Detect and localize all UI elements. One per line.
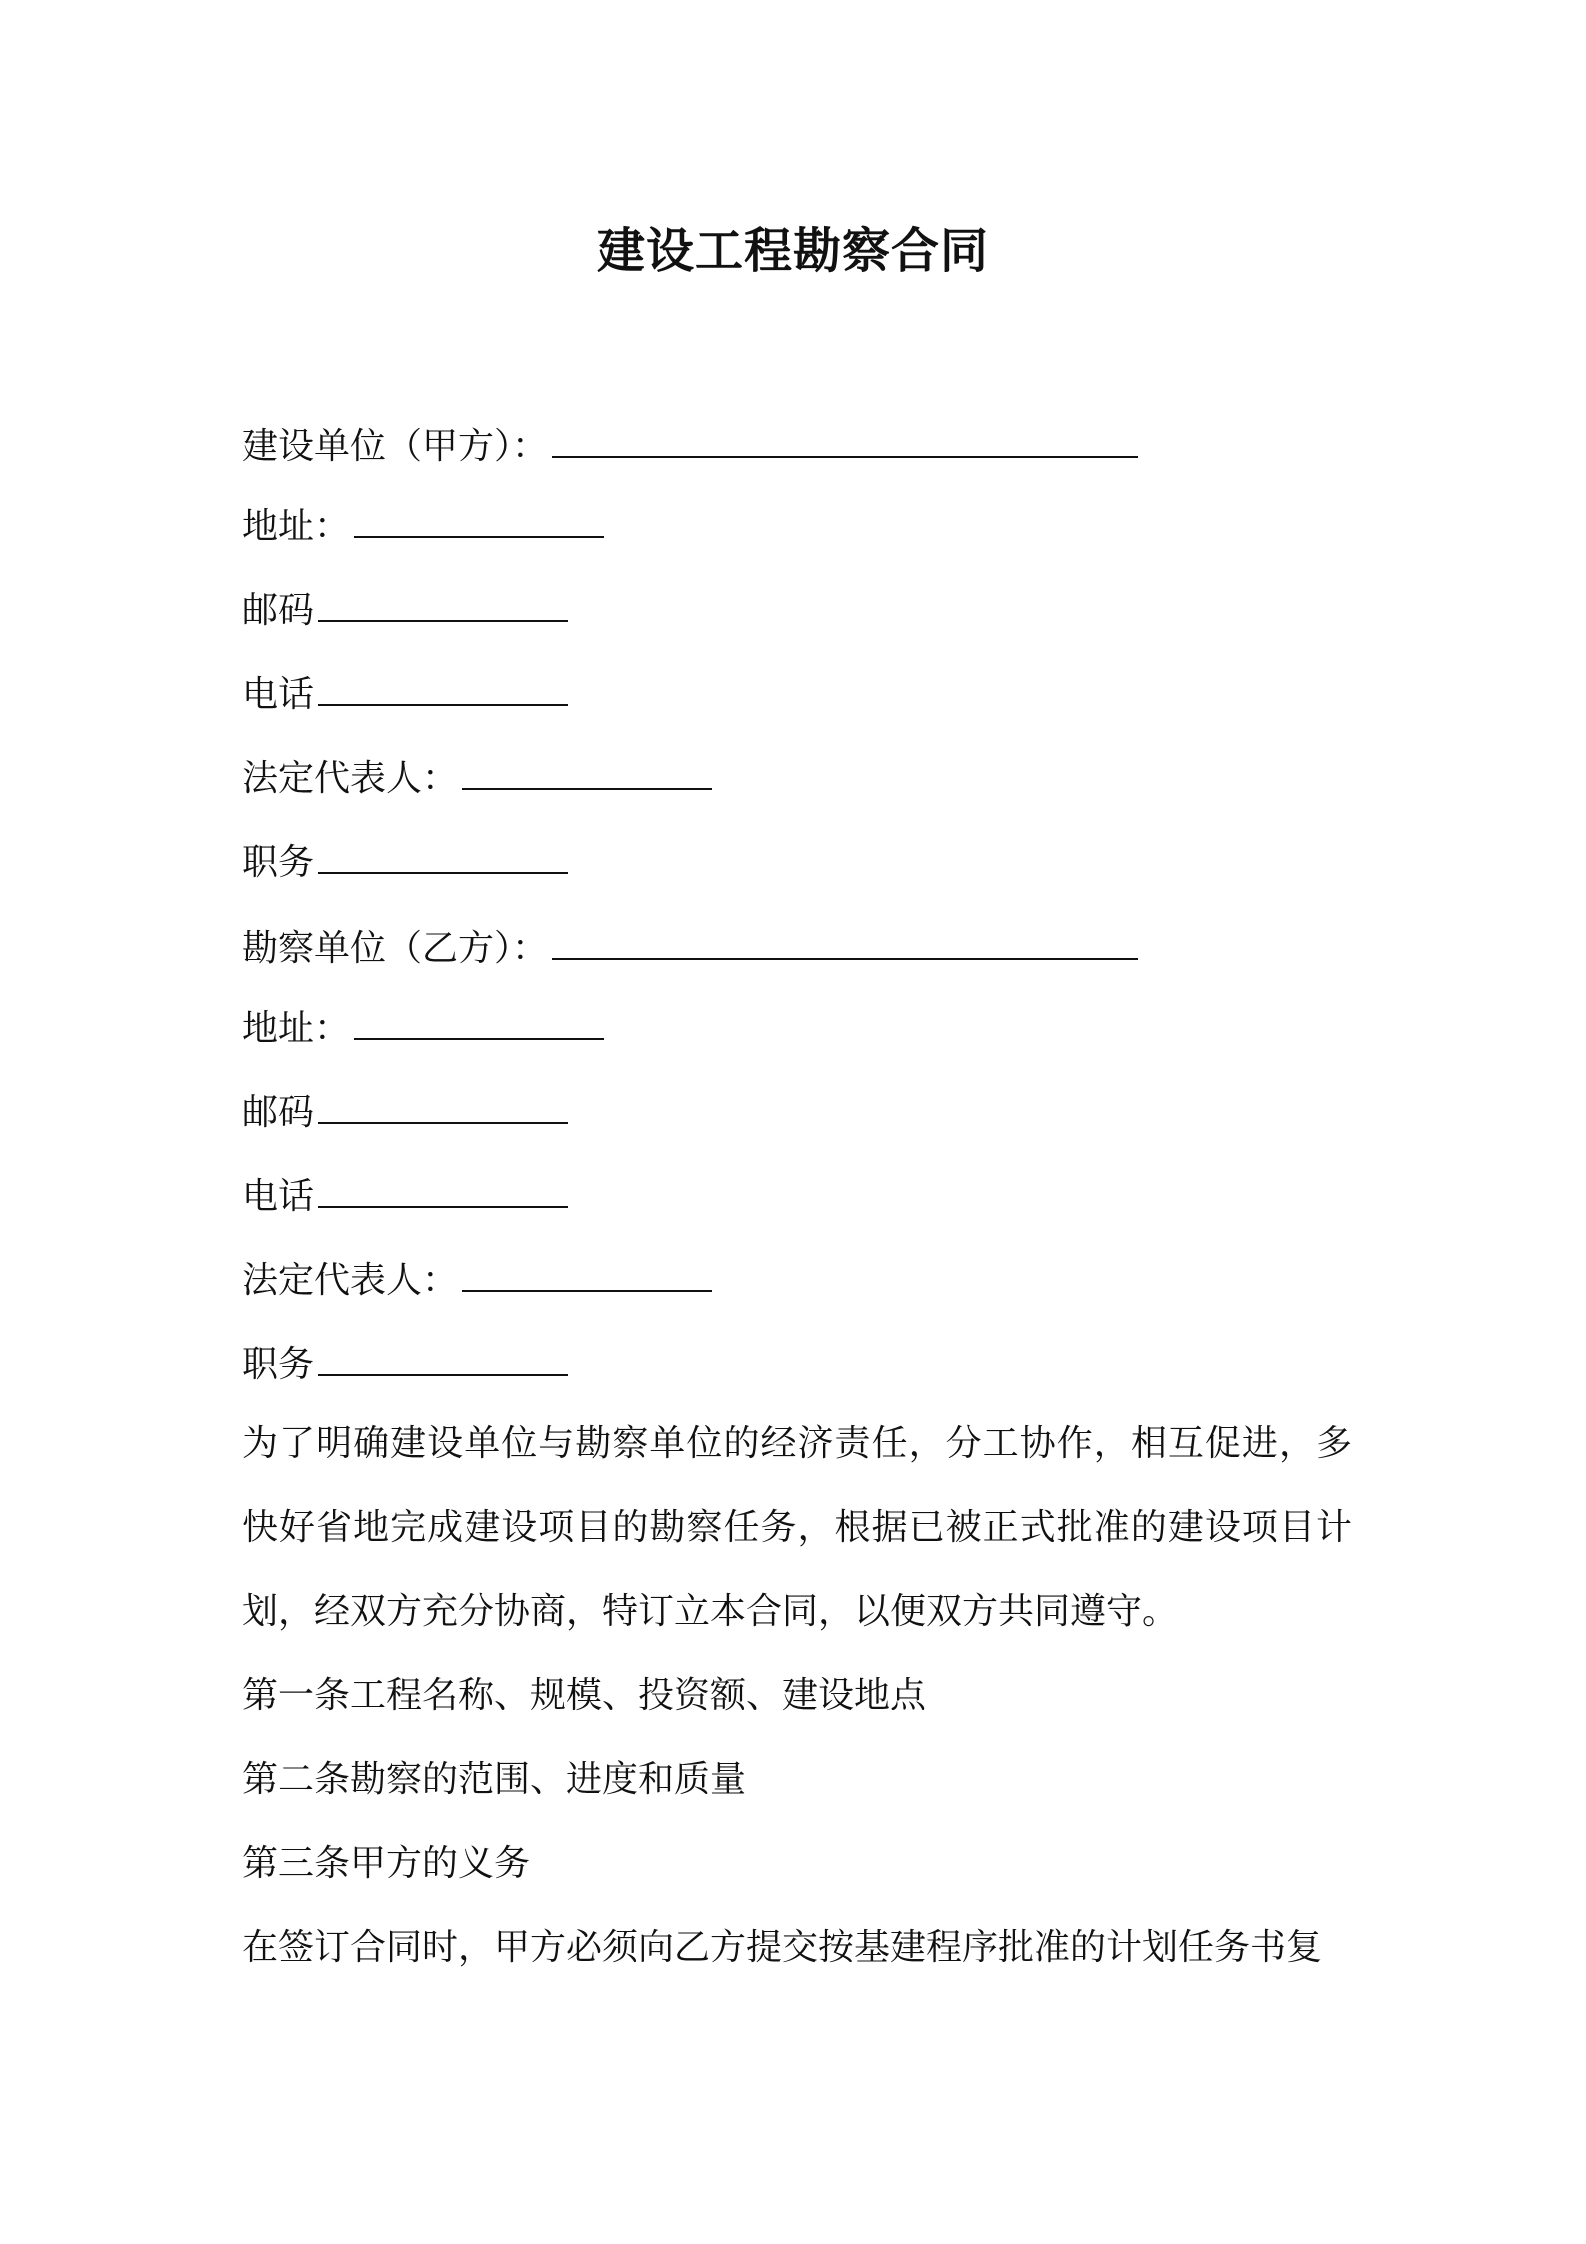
party-b-phone-blank[interactable] xyxy=(318,1168,568,1208)
party-b-legal-rep-blank[interactable] xyxy=(462,1252,712,1292)
party-a-address-blank[interactable] xyxy=(354,498,604,538)
party-b-unit-label: 勘察单位（乙方）： xyxy=(242,928,549,969)
party-b-legal-rep-line xyxy=(242,1252,712,1305)
party-b-address-line xyxy=(242,1000,604,1053)
party-a-position-blank[interactable] xyxy=(318,834,568,874)
party-a-phone-blank[interactable] xyxy=(318,666,568,706)
party-a-legal-rep-blank[interactable] xyxy=(462,750,712,790)
party-b-address-blank[interactable] xyxy=(354,1000,604,1040)
party-b-position-label: 职务 xyxy=(242,1344,315,1385)
party-b-position-line xyxy=(242,1336,568,1389)
party-a-phone-label: 电话 xyxy=(242,674,315,715)
party-a-unit-label: 建设单位（甲方）： xyxy=(242,426,549,467)
party-a-position-line xyxy=(242,834,568,887)
document-title: 建设工程勘察合同 xyxy=(596,223,989,279)
party-a-position-label: 职务 xyxy=(242,842,315,883)
party-a-legal-rep-label: 法定代表人： xyxy=(242,758,459,799)
party-b-legal-rep-label: 法定代表人： xyxy=(242,1260,459,1301)
party-b-position-blank[interactable] xyxy=(318,1336,568,1376)
preamble-paragraph: 为了明确建设单位与勘察单位的经济责任，分工协作，相互促进，多快好省地完成建设项目的勘察任务，根据已被正式批准的建设项目计划，经双方充分协商，特订立本合同，以便双方共同遵守。 xyxy=(242,1423,1352,1632)
article-2-heading: 第二条勘察的范围、进度和质量 xyxy=(242,1759,747,1800)
party-b-unit-line xyxy=(242,920,1138,973)
article-3-text: 在签订合同时，甲方必须向乙方提交按基建程序批准的计划任务书复 xyxy=(242,1927,1323,1968)
article-1-heading: 第一条工程名称、规模、投资额、建设地点 xyxy=(242,1675,927,1716)
party-b-address-label: 地址： xyxy=(242,1008,351,1049)
party-a-legal-rep-line xyxy=(242,750,712,803)
article-3-heading: 第三条甲方的义务 xyxy=(242,1843,531,1884)
party-a-address-label: 地址： xyxy=(242,506,351,547)
party-a-postcode-blank[interactable] xyxy=(318,582,568,622)
party-b-postcode-line xyxy=(242,1084,568,1137)
party-b-postcode-blank[interactable] xyxy=(318,1084,568,1124)
party-b-unit-blank[interactable] xyxy=(552,920,1138,960)
party-a-phone-line xyxy=(242,666,568,719)
party-b-phone-label: 电话 xyxy=(242,1176,315,1217)
party-a-postcode-label: 邮码 xyxy=(242,590,315,631)
party-a-unit-blank[interactable] xyxy=(552,418,1138,458)
party-b-postcode-label: 邮码 xyxy=(242,1092,315,1133)
party-a-postcode-line xyxy=(242,582,568,635)
party-a-address-line xyxy=(242,498,604,551)
party-b-phone-line xyxy=(242,1168,568,1221)
party-a-unit-line xyxy=(242,418,1138,471)
